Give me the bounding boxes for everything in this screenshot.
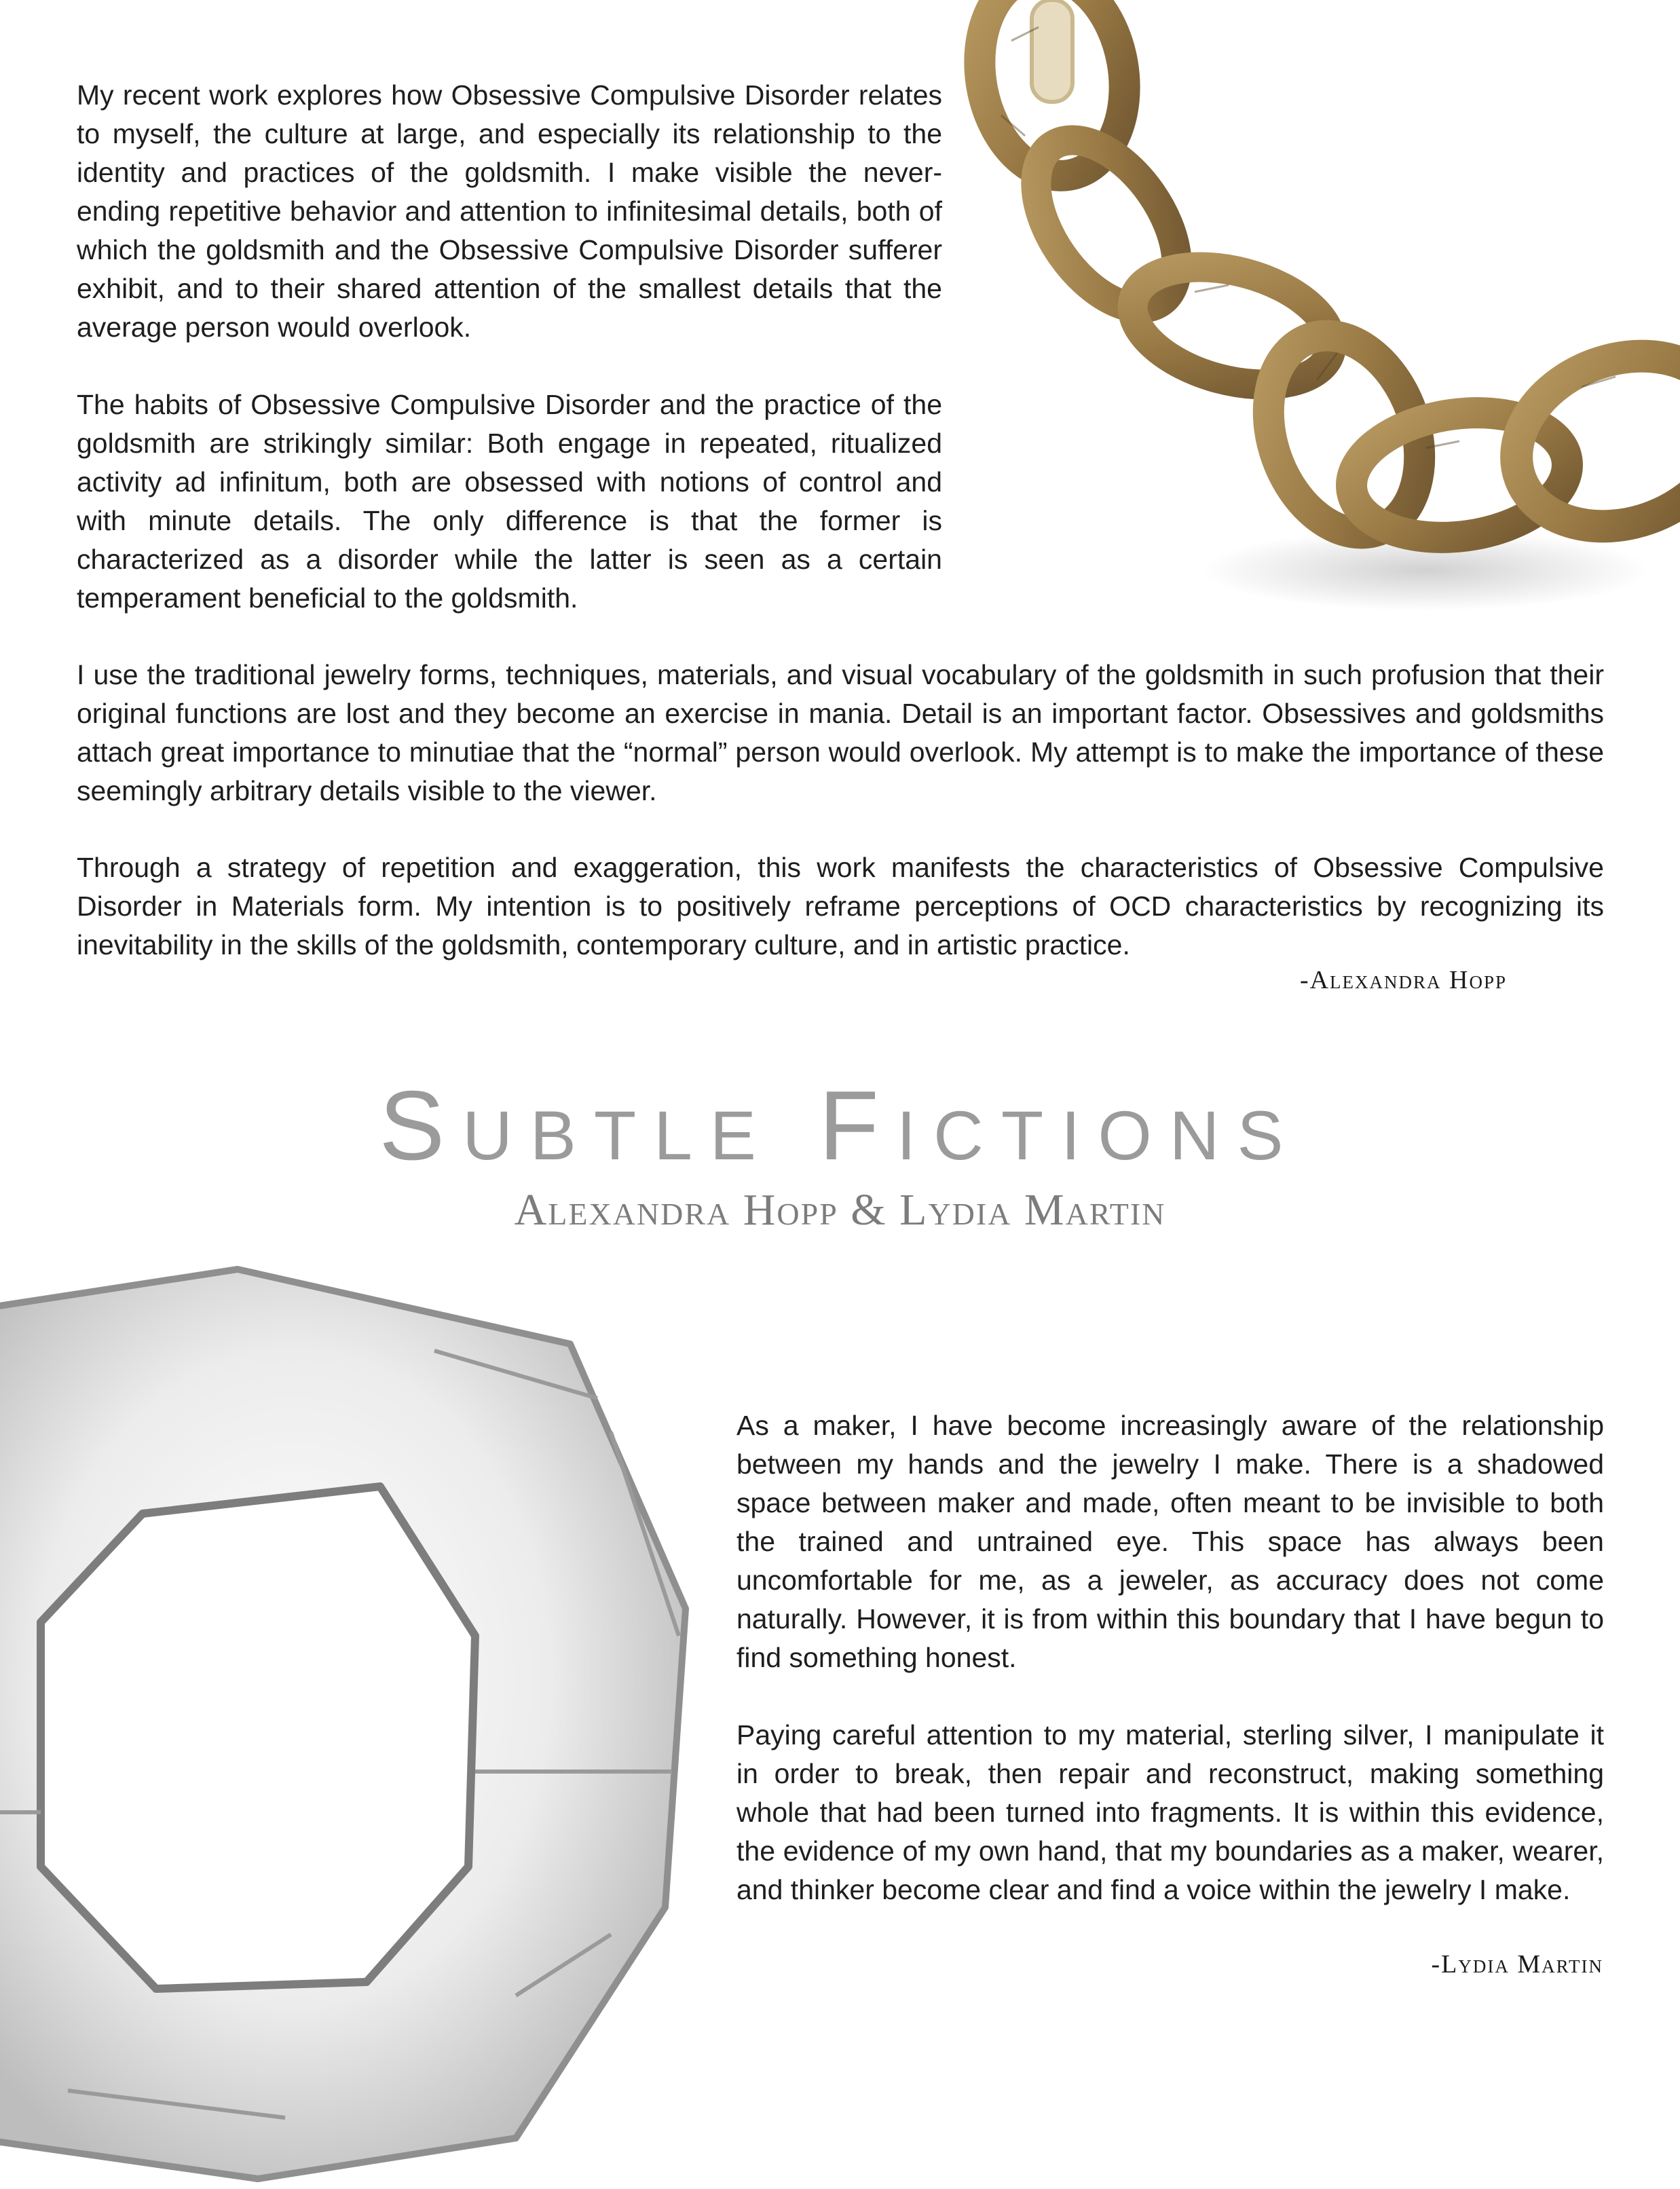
hopp-statement-paragraph-2: The habits of Obsessive Compulsive Disorder and the practice of the goldsmith are strikingly similar: Both engage in repeated, ritualized activity ad infinitum, both are obsessed with notions of control and with minute details. The only difference is that the former is characterized as a disorder while the latter is seen as a certain temperament beneficial to the goldsmith. bbox=[77, 389, 942, 614]
chain-necklace-image bbox=[937, 0, 1680, 631]
exhibition-artists: Alexandra Hopp & Lydia Martin bbox=[514, 1185, 1166, 1235]
martin-signature: -Lydia Martin bbox=[1431, 1950, 1603, 1979]
hopp-statement-paragraph-4: Through a strategy of repetition and exaggeration, this work manifests the characteristics of Obsessive Compulsive Disorder in Materials form. My intention is to positively reframe perceptions of OCD characteristics by recognizing its inevitability in the skills of the goldsmith, contemporary culture, and in artistic practice. bbox=[77, 852, 1604, 960]
hopp-signature: -Alexandra Hopp bbox=[1299, 966, 1507, 994]
exhibition-title: Subtle Fictions bbox=[379, 1070, 1301, 1180]
hopp-statement-paragraph-1: My recent work explores how Obsessive Compulsive Disorder relates to myself, the culture at large, and especially its relationship to the identity and practices of the goldsmith. I make visible the never-ending repetitive behavior and attention to infinitesimal details, both of which the goldsmith and the Obsessive Compulsive Disorder sufferer exhibit, and to their shared attention of the smallest details that the average person would overlook. bbox=[77, 79, 942, 343]
hopp-statement-paragraph-3: I use the traditional jewelry forms, techniques, materials, and visual vocabulary of the goldsmith in such profusion that their original functions are lost and they become an exercise in mania. Detail is an important factor. Obsessives and goldsmiths attach great importance to minutiae that the “normal” person would overlook. My attempt is to make the importance of these seemingly arbitrary details visible to the viewer. bbox=[77, 659, 1604, 806]
martin-statement-paragraph-2: Paying careful attention to my material, sterling silver, I manipulate it in order to break, then repair and reconstruct, making something whole that had been turned into fragments. It is within this evidence, the evidence of my own hand, that my boundaries as a maker, wearer, and thinker become clear and find a voice within the jewelry I make. bbox=[736, 1719, 1604, 1905]
martin-statement-paragraph-1: As a maker, I have become increasingly aware of the relationship between my hands and the jewelry I make. There is a shadowed space between maker and made, often meant to be invisible to both the trained and untrained eye. This space has always been uncomfortable for me, as a jeweler, as accuracy does not come naturally. However, it is from within this boundary that I have begun to find something honest. bbox=[736, 1410, 1604, 1673]
silver-ring-image bbox=[0, 1256, 740, 2189]
